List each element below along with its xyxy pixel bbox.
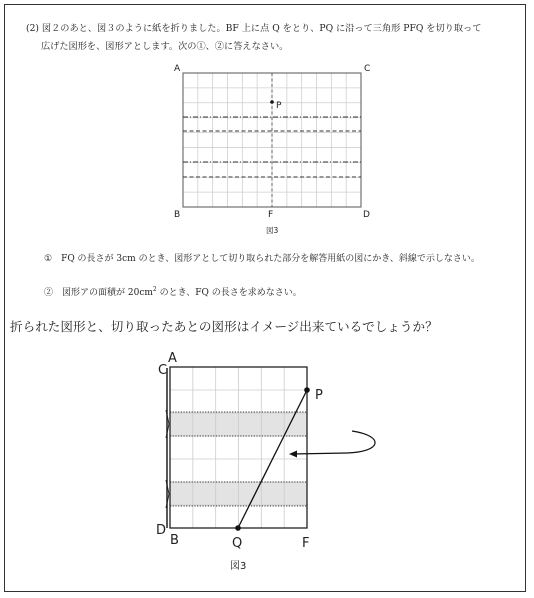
subquestion-2-end: のとき、FQ の長さを求めなさい。 (156, 288, 302, 298)
question-line-2: 広げた図形を、図形アとします。次の①、②に答えなさい。 (41, 41, 289, 52)
subquestion-2-superscript: 2 (152, 286, 157, 293)
top-label-f: F (268, 210, 274, 220)
top-label-p: P (276, 101, 282, 111)
top-figure-caption: 図3 (266, 226, 279, 235)
question-line-1: (2) 図２のあと、図３のように紙を折りました。BF 上に点 Q をとり、PQ に沿って三角形 PFQ を切り取って (26, 23, 482, 34)
top-label-b: B (174, 210, 181, 220)
subquestion-2-start: ② 図形アの面積が 20cm (44, 288, 153, 298)
bottom-label-f: F (302, 536, 310, 551)
figure-bottom (156, 351, 375, 572)
top-label-d: D (363, 210, 370, 220)
bottom-figure-caption: 図3 (230, 561, 247, 572)
bottom-label-q: Q (232, 536, 243, 551)
fold-arrow-head (289, 451, 297, 458)
bottom-point-p (304, 387, 310, 393)
subquestion-2 (44, 285, 302, 298)
bottom-label-a: A (168, 351, 177, 366)
subquestion-1: ① FQ の長さが 3cm のとき、図形アとして切り取られた部分を解答用紙の図にかき、斜線で示しなさい。 (44, 254, 480, 264)
figure-top (174, 64, 370, 235)
top-label-c: C (364, 64, 371, 74)
bottom-point-q (235, 525, 241, 531)
headline-question: 折られた図形と、切り取ったあとの図形はイメージ出来ているでしょうか？ (10, 319, 438, 334)
top-label-a: A (174, 64, 181, 74)
bottom-label-b: B (170, 533, 179, 548)
top-point-p (270, 100, 274, 104)
bottom-label-c: C (158, 363, 168, 378)
bottom-label-d: D (156, 523, 167, 538)
bottom-label-p: P (315, 388, 323, 403)
